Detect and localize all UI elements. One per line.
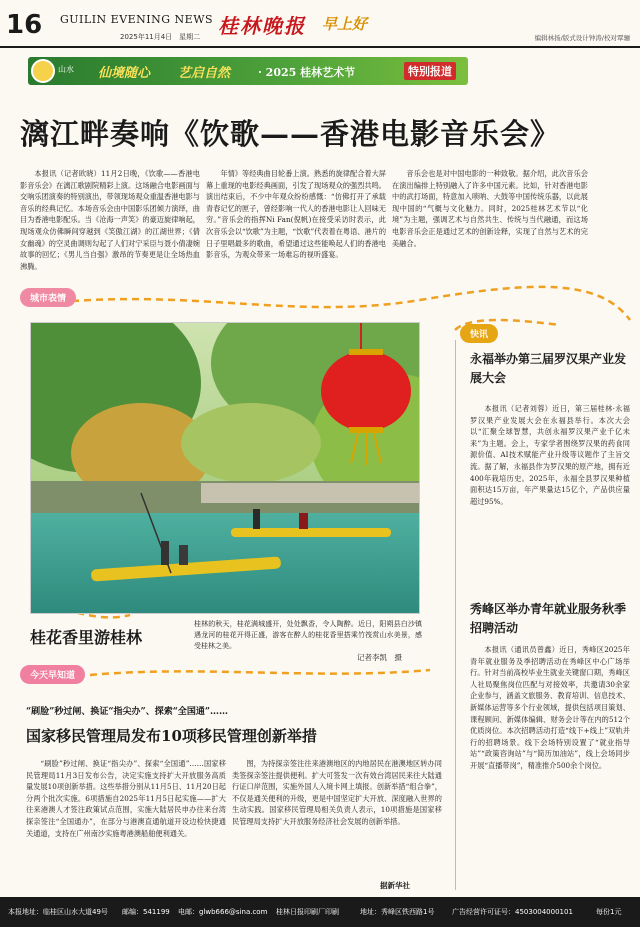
paper-name-english: GUILIN EVENING NEWS bbox=[60, 13, 214, 26]
festival-logo-icon bbox=[31, 59, 55, 83]
masthead bbox=[0, 0, 640, 48]
today-body-column-2 bbox=[232, 758, 442, 874]
flash-story-1-text: 本报讯（记者刘蓉）近日，第三届桂林·永福罗汉果产业发展大会在永福县举行。本次大会以“汇聚全球智慧，共创永福罗汉果产业千亿未来”为主题。会上，专家学者围绕罗汉果的药食同源价值、AI技术赋能产业升级等议题作了主旨交流。据了解，永福县作为罗汉果的原产地，拥有近400年栽培历史。2025年，永福全县罗汉果种植面积达15万亩，年产果量达15亿个，产品供应量超过95%。 bbox=[470, 404, 630, 506]
footer-email: 电邮：glwb666@sina.com bbox=[178, 908, 268, 916]
flash-news-tag: 快讯 bbox=[460, 324, 498, 343]
footer-printer-address: 地址：秀峰区铁西路1号 bbox=[360, 908, 435, 916]
photo-caption: 桂林的秋天，桂花满城盛开，处处飘香，令人陶醉。近日，阳朔县白沙镇遇龙河的桂花开得正盛，游客在醉人的桂花香里搭乘竹筏赏山水美景，感受桂林之美。 bbox=[194, 620, 422, 650]
issue-date: 2025年11月4日 星期二 bbox=[120, 33, 201, 41]
banner-slogan-2: 艺启自然 bbox=[178, 66, 231, 81]
banner-festival-name: · 2025 桂林艺术节 bbox=[258, 66, 356, 79]
lead-headline: 漓江畔奏响《饮歌——香港电影音乐会》 bbox=[20, 117, 561, 151]
today-story-title: 国家移民管理局发布10项移民管理创新举措 bbox=[26, 727, 317, 745]
flash-story-1-title: 永福举办第三届罗汉果产业发展大会 bbox=[470, 352, 627, 385]
lead-body-column-1 bbox=[20, 168, 200, 288]
footer-price: 每份1元 bbox=[596, 908, 622, 916]
lead-text-3: 音乐会也是对中国电影的一种致敬。据介绍，此次音乐会在演出编排上特别融入了许多中国元素。比如，针对香港电影中的武打场面，特意加入唢呐、大鼓等中国传统乐器，以此展现中国的“气概与文化魅力。同时，2025桂林艺术节以“化境”为主题，强调艺术与自然共生、传统与当代融通，而这场电影音乐会正是通过艺术的创新诠释，实现了自然与艺术的完美融合。 bbox=[392, 169, 588, 248]
editor-credits: 编辑林扬/版式设计钟涛/校对覃骊 bbox=[534, 34, 630, 42]
lead-text-2: 年情》等经典曲目轮番上演。熟悉的旋律配合着大屏幕上重现的电影经典画面，引发了现场观众的强烈共鸣。演出结束后，不少中年观众纷纷感慨：“仿佛打开了承载青春记忆的匣子，曾经影响一代人的香港电影让人回味无穷。”音乐会的指挥Ni Fan(倪帆)在接受采访时表示，此次音乐会以“饮歌”为主题，“饮歌”代表着在粤语、港片的日子里唱最多的歌曲，希望通过这些能唤起人们的香港电影音乐，为观众带来一场难忘的视听盛宴。 bbox=[206, 169, 386, 260]
banner-slogan-1: 仙境随心 bbox=[98, 66, 151, 81]
today-text-2: 图，为持探亲签注往来港澳地区的内地居民在港澳地区转办同类签探亲签注提供便利。扩大可签发一次有效台湾居民来往大陆通行证口岸范围，实施外国人入境卡网上填报。创新举措“组合拳”，不仅是通关便利的升级，更是中国坚定扩大开放、深度融入世界的生动实践。国家移民管理局相关负责人表示，10项措施是国家移民管理局支持扩大开放服务经济社会发展的创新举措。 bbox=[232, 759, 442, 826]
today-story-kicker: “刷脸”秒过闸、换证“指尖办”、探索“全国通”…… bbox=[26, 707, 229, 717]
footer-address: 本报地址：临桂区山水大道49号 bbox=[8, 908, 108, 916]
photo-credit: 记者李凯 摄 bbox=[357, 653, 402, 662]
paper-name-logo: 桂林晚报 bbox=[218, 14, 306, 38]
lead-body-column-3 bbox=[392, 168, 588, 288]
section-name: 早上好 bbox=[322, 15, 368, 33]
lead-body-column-2 bbox=[206, 168, 386, 288]
flash-story-2-text: 本报讯（通讯员曾鑫）近日，秀峰区2025年青年就业服务及季招聘活动在秀峰区中心广场举行。针对当前高校毕业生就业关键窗口期，秀峰区人社局聚焦岗位匹配与对接效率，共邀请30余家企业参与，涵盖文旅服务、教育培训、信息技术、新媒体运营等多个行业领域，提供包括项目策划、课程顾问、新媒体编辑、财务会计等在内的512个优质岗位。本次招聘活动打造“线下+线上”双轨并行的招聘场景。线下会场特别设置了“就业指导站”“政策咨询站”与“简历加油站”，线上会场同步开展“直播带岗”，精准推介500余个岗位。 bbox=[470, 645, 630, 770]
footer-postcode: 邮编：541199 bbox=[122, 908, 170, 916]
news-source: 据新华社 bbox=[380, 881, 410, 890]
lead-text-1: 本报讯（记者欧晓）11月2日晚，《饮歌——香港电影音乐会》在漓江歌剧院精彩上演。这场融合电影画面与交响乐团演奏的特别演出，带领现场观众重温香港电影与音乐的经典记忆。本场音乐会由中国影乐团倾力演绎，曲目为香港电影配乐。当《沧海一声笑》的豪迈旋律响起，现场观众仿佛瞬间穿越到《笑傲江湖》的江湖世界；《倩女幽魂》的空灵曲调则勾起了人们对宁采臣与聂小倩凄婉故事的回忆；《男儿当自强》激昂的节奏更是让全场热血沸腾。 bbox=[20, 169, 200, 271]
page-number: 16 bbox=[6, 10, 43, 40]
footer-printer: 桂林日报印刷厂印刷 bbox=[276, 908, 339, 916]
flash-story-2-title: 秀峰区举办青年就业服务秋季招聘活动 bbox=[470, 602, 627, 635]
flash-story-2-body bbox=[470, 644, 630, 892]
footer-ad-license: 广告经营许可证号：4503004000101 bbox=[452, 908, 573, 916]
river-bamboo-raft-photo bbox=[30, 322, 420, 614]
flash-story-1-body bbox=[470, 403, 630, 598]
footer-bar bbox=[0, 897, 640, 927]
today-news-tag: 今天早知道 bbox=[20, 665, 85, 684]
today-body-column-1 bbox=[26, 758, 226, 892]
festival-banner bbox=[28, 57, 468, 85]
banner-logo-text: 山水 bbox=[58, 65, 74, 74]
city-scene-tag: 城市表情 bbox=[20, 288, 76, 307]
today-text-1: “刷脸”秒过闸、换证“指尖办”、探索“全国通”……国家移民管理局11月3日发布公告，决定实施支持扩大开放服务高质量发展10项创新举措。这些举措分别从11月5日、11月20日起分两个批次实施。6项措施自2025年11月5日起实施——扩大往来港澳人才签注政策试点范围，实施大陆居民申办往来台湾探亲签注“全国通办”，在部分与港澳直通航道开设边检快捷通关通道，支持在广州南沙实施粤港澳船舶便利通关。 bbox=[26, 759, 226, 838]
column-divider bbox=[455, 340, 456, 890]
photo-story-title: 桂花香里游桂林 bbox=[30, 628, 143, 647]
special-report-badge: 特别报道 bbox=[404, 62, 456, 80]
